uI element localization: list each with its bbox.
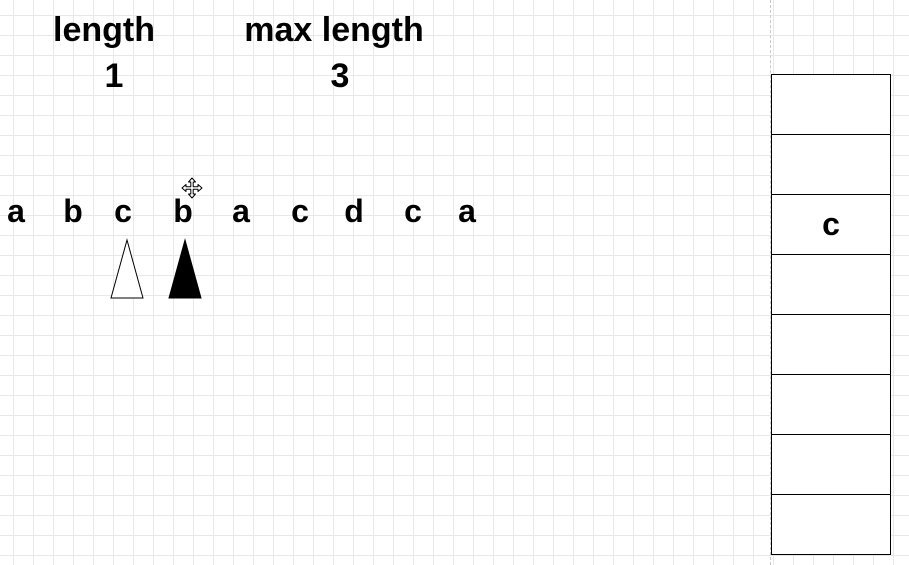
char-stack bbox=[771, 74, 891, 555]
stack-slot-6[interactable] bbox=[771, 435, 891, 495]
sequence-char-2[interactable]: c bbox=[114, 193, 132, 229]
max-length-value: 3 bbox=[330, 57, 350, 95]
sequence-char-4[interactable]: a bbox=[232, 193, 250, 229]
move-cursor-icon bbox=[180, 177, 204, 199]
stack-slot-0[interactable] bbox=[771, 74, 891, 135]
sequence-char-3[interactable]: b bbox=[173, 193, 193, 229]
stack-slot-2[interactable]: c bbox=[771, 195, 891, 255]
sequence-char-1[interactable]: b bbox=[63, 193, 83, 229]
stack-slot-5[interactable] bbox=[771, 375, 891, 435]
stack-slot-7[interactable] bbox=[771, 495, 891, 555]
sequence-char-7[interactable]: c bbox=[404, 193, 422, 229]
stack-slot-3[interactable] bbox=[771, 255, 891, 315]
sequence-char-0[interactable]: a bbox=[7, 193, 25, 229]
stack-slot-1[interactable] bbox=[771, 135, 891, 195]
length-label: length bbox=[53, 11, 155, 49]
sequence-char-8[interactable]: a bbox=[458, 193, 476, 229]
sequence-char-6[interactable]: d bbox=[344, 193, 364, 229]
right-pointer-triangle[interactable] bbox=[167, 238, 203, 300]
length-value: 1 bbox=[104, 57, 124, 95]
stack-slot-4[interactable] bbox=[771, 315, 891, 375]
sequence-char-5[interactable]: c bbox=[291, 193, 309, 229]
left-pointer-triangle[interactable] bbox=[109, 238, 145, 300]
max-length-label: max length bbox=[244, 11, 424, 49]
